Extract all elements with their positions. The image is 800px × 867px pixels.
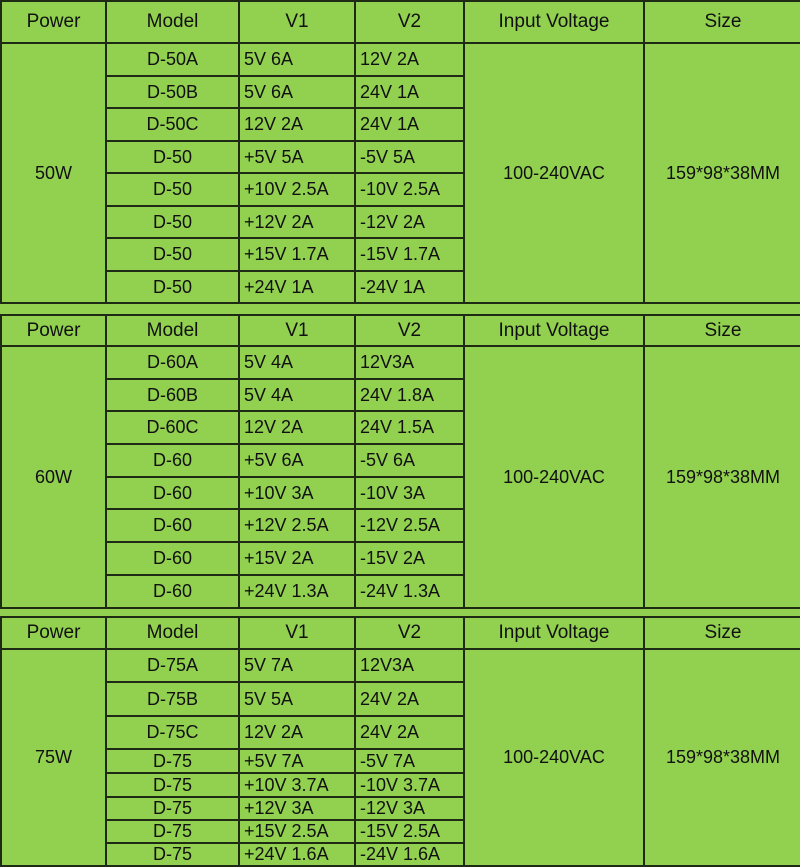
model-cell: D-60 bbox=[106, 477, 239, 509]
v2-cell: 12V 2A bbox=[355, 43, 464, 76]
v2-cell: 24V 1.5A bbox=[355, 411, 464, 444]
column-header: Size bbox=[644, 617, 800, 649]
v1-cell: +5V 7A bbox=[239, 749, 355, 773]
table-row bbox=[1, 43, 800, 76]
model-cell: D-50B bbox=[106, 76, 239, 108]
v1-cell: +10V 3.7A bbox=[239, 773, 355, 797]
spec-table-50w bbox=[0, 0, 800, 304]
v1-cell: +10V 2.5A bbox=[239, 173, 355, 206]
column-header: V1 bbox=[239, 617, 355, 649]
power-cell: 50W bbox=[1, 43, 106, 303]
v2-cell: -24V 1.6A bbox=[355, 843, 464, 866]
v1-cell: +12V 2A bbox=[239, 206, 355, 238]
v2-cell: 24V 2A bbox=[355, 682, 464, 716]
v1-cell: 5V 5A bbox=[239, 682, 355, 716]
v2-cell: -15V 2A bbox=[355, 542, 464, 575]
v2-cell: 24V 1.8A bbox=[355, 379, 464, 411]
v2-cell: 12V3A bbox=[355, 346, 464, 379]
v2-cell: 12V3A bbox=[355, 649, 464, 682]
model-cell: D-60 bbox=[106, 444, 239, 477]
model-cell: D-75 bbox=[106, 797, 239, 820]
column-header: Input Voltage bbox=[464, 617, 644, 649]
model-cell: D-60 bbox=[106, 575, 239, 608]
input-voltage-cell: 100-240VAC bbox=[464, 346, 644, 608]
size-cell: 159*98*38MM bbox=[644, 346, 800, 608]
v2-cell: -10V 3.7A bbox=[355, 773, 464, 797]
model-cell: D-60 bbox=[106, 509, 239, 542]
column-header: V2 bbox=[355, 315, 464, 346]
v2-cell: -24V 1.3A bbox=[355, 575, 464, 608]
column-header: Model bbox=[106, 315, 239, 346]
model-cell: D-50 bbox=[106, 206, 239, 238]
header-row bbox=[1, 617, 800, 649]
v1-cell: 5V 6A bbox=[239, 43, 355, 76]
v2-cell: 24V 1A bbox=[355, 108, 464, 141]
header-row bbox=[1, 1, 800, 43]
column-header: V1 bbox=[239, 1, 355, 43]
v1-cell: +15V 2A bbox=[239, 542, 355, 575]
v1-cell: +24V 1.6A bbox=[239, 843, 355, 866]
v2-cell: -5V 7A bbox=[355, 749, 464, 773]
column-header: V2 bbox=[355, 1, 464, 43]
model-cell: D-60B bbox=[106, 379, 239, 411]
v2-cell: -10V 3A bbox=[355, 477, 464, 509]
v1-cell: +12V 2.5A bbox=[239, 509, 355, 542]
v1-cell: 12V 2A bbox=[239, 716, 355, 749]
column-header: Size bbox=[644, 315, 800, 346]
column-header: Power bbox=[1, 617, 106, 649]
v2-cell: -15V 2.5A bbox=[355, 820, 464, 843]
v2-cell: -12V 2.5A bbox=[355, 509, 464, 542]
size-cell: 159*98*38MM bbox=[644, 649, 800, 866]
v2-cell: -12V 3A bbox=[355, 797, 464, 820]
v2-cell: -5V 6A bbox=[355, 444, 464, 477]
v2-cell: -5V 5A bbox=[355, 141, 464, 173]
input-voltage-cell: 100-240VAC bbox=[464, 43, 644, 303]
model-cell: D-75C bbox=[106, 716, 239, 749]
power-cell: 60W bbox=[1, 346, 106, 608]
column-header: Model bbox=[106, 1, 239, 43]
header-row bbox=[1, 315, 800, 346]
column-header: Input Voltage bbox=[464, 1, 644, 43]
spec-table-60w bbox=[0, 314, 800, 609]
model-cell: D-75 bbox=[106, 773, 239, 797]
model-cell: D-50C bbox=[106, 108, 239, 141]
column-header: Size bbox=[644, 1, 800, 43]
column-header: Power bbox=[1, 1, 106, 43]
model-cell: D-75 bbox=[106, 749, 239, 773]
v1-cell: 5V 7A bbox=[239, 649, 355, 682]
model-cell: D-75 bbox=[106, 820, 239, 843]
v1-cell: +24V 1.3A bbox=[239, 575, 355, 608]
model-cell: D-75A bbox=[106, 649, 239, 682]
model-cell: D-60A bbox=[106, 346, 239, 379]
v1-cell: +24V 1A bbox=[239, 271, 355, 303]
column-header: V1 bbox=[239, 315, 355, 346]
v2-cell: 24V 1A bbox=[355, 76, 464, 108]
column-header: Model bbox=[106, 617, 239, 649]
v2-cell: -12V 2A bbox=[355, 206, 464, 238]
v1-cell: +12V 3A bbox=[239, 797, 355, 820]
model-cell: D-75B bbox=[106, 682, 239, 716]
model-cell: D-50 bbox=[106, 238, 239, 271]
v1-cell: +10V 3A bbox=[239, 477, 355, 509]
v2-cell: -24V 1A bbox=[355, 271, 464, 303]
v2-cell: -15V 1.7A bbox=[355, 238, 464, 271]
v2-cell: -10V 2.5A bbox=[355, 173, 464, 206]
v1-cell: +15V 1.7A bbox=[239, 238, 355, 271]
input-voltage-cell: 100-240VAC bbox=[464, 649, 644, 866]
model-cell: D-75 bbox=[106, 843, 239, 866]
v1-cell: 5V 4A bbox=[239, 346, 355, 379]
model-cell: D-50 bbox=[106, 271, 239, 303]
column-header: V2 bbox=[355, 617, 464, 649]
model-cell: D-50A bbox=[106, 43, 239, 76]
column-header: Input Voltage bbox=[464, 315, 644, 346]
v1-cell: 12V 2A bbox=[239, 108, 355, 141]
v1-cell: 12V 2A bbox=[239, 411, 355, 444]
column-header: Power bbox=[1, 315, 106, 346]
v1-cell: 5V 4A bbox=[239, 379, 355, 411]
v1-cell: +5V 6A bbox=[239, 444, 355, 477]
power-cell: 75W bbox=[1, 649, 106, 866]
table-row bbox=[1, 649, 800, 682]
v1-cell: +15V 2.5A bbox=[239, 820, 355, 843]
model-cell: D-60C bbox=[106, 411, 239, 444]
model-cell: D-50 bbox=[106, 173, 239, 206]
table-row bbox=[1, 346, 800, 379]
v2-cell: 24V 2A bbox=[355, 716, 464, 749]
model-cell: D-50 bbox=[106, 141, 239, 173]
model-cell: D-60 bbox=[106, 542, 239, 575]
spec-table-75w bbox=[0, 616, 800, 867]
size-cell: 159*98*38MM bbox=[644, 43, 800, 303]
v1-cell: 5V 6A bbox=[239, 76, 355, 108]
v1-cell: +5V 5A bbox=[239, 141, 355, 173]
